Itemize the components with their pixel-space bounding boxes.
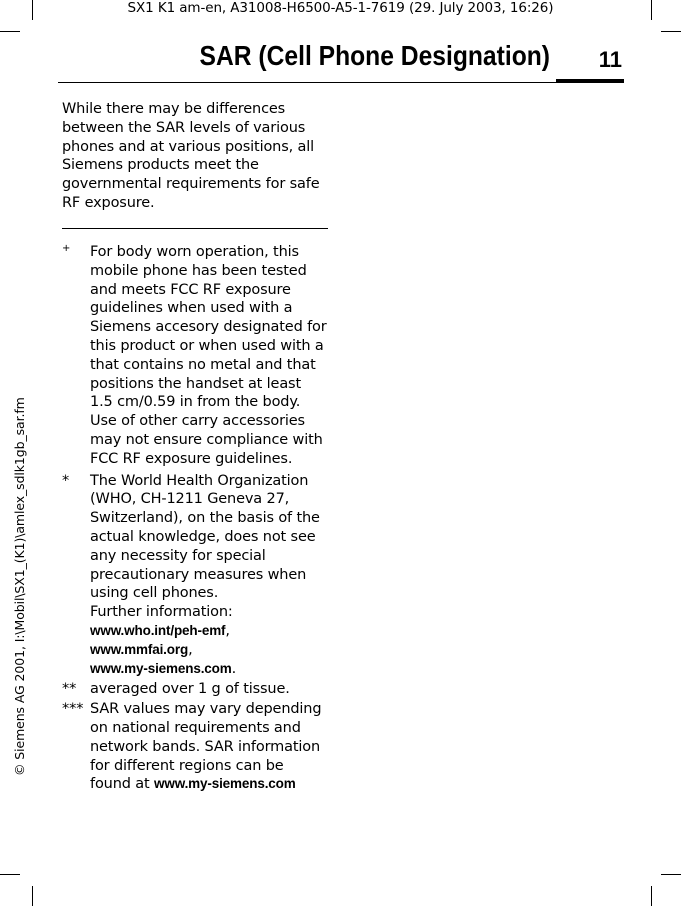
footnote-text: For body worn operation, this mobile phone has been tested and meets FCC RF exposure guidelines when used with a Siemens accesory designated for this product or when used with a that contains no metal and that positions the handset at least 1.5 cm/0.59 in from the body. Use of other carry accessories may not ensure compliance with FCC RF exposure guidelines. <box>90 244 327 467</box>
footnote-double-star <box>62 680 328 699</box>
crop-mark <box>0 31 20 32</box>
footnote-marker: + <box>62 243 71 254</box>
my-siemens-link[interactable]: www.my-siemens.com <box>154 776 296 792</box>
copyright-sidebar: © Siemens AG 2001, I:\Mobil\SX1_(K1)\amlex_sdlk1gb_sar.fm <box>12 397 27 776</box>
footnote-star: * The World Health Organization (WHO, CH-1211 Geneva 27, Switzerland), on the basis of the actual knowledge, does not see any necessity for special precautionary measures when using cell phones. Further information: www.who.int/peh-emf, www.mmfai.org, www.my-siemens.com. <box>62 472 328 679</box>
crop-mark <box>32 886 33 906</box>
footnote-text: SAR values may vary depending on national requirements and network bands. SAR information for different regions can be found at <box>90 701 322 793</box>
footnote-text: averaged over 1 g of tissue. <box>90 681 290 698</box>
further-info-label: Further information: <box>90 604 233 621</box>
header-rule <box>58 82 624 83</box>
page-title: SAR (Cell Phone Designation) <box>199 40 550 71</box>
footnote-marker: * <box>62 472 70 489</box>
mmfai-link[interactable]: www.mmfai.org <box>90 641 189 657</box>
footnotes <box>62 243 328 794</box>
footnote-marker: ** <box>62 681 77 698</box>
footnote-plus <box>62 243 328 469</box>
footnote-text: The World Health Organization (WHO, CH-1211 Geneva 27, Switzerland), on the basis of the actual knowledge, does not see any necessity for special precautionary measures when using cell phones. <box>90 472 320 602</box>
footnote-marker: *** <box>62 701 84 718</box>
crop-mark <box>0 874 20 875</box>
who-link[interactable]: www.who.int/peh-emf <box>90 622 226 638</box>
intro-paragraph: While there may be differences between the SAR levels of various phones and at various positions, all Siemens products meet the governmental requirements for safe RF exposure. <box>62 101 320 211</box>
footnote-triple-star <box>62 700 328 794</box>
document-meta: SX1 K1 am-en, A31008-H6500-A5-1-7619 (29. July 2003, 16:26) <box>127 0 554 16</box>
crop-mark <box>661 31 681 32</box>
crop-mark <box>651 886 652 906</box>
footnote-divider <box>62 228 328 229</box>
my-siemens-link[interactable]: www.my-siemens.com <box>90 660 232 676</box>
crop-mark <box>661 874 681 875</box>
page-number: 11 <box>598 47 622 72</box>
